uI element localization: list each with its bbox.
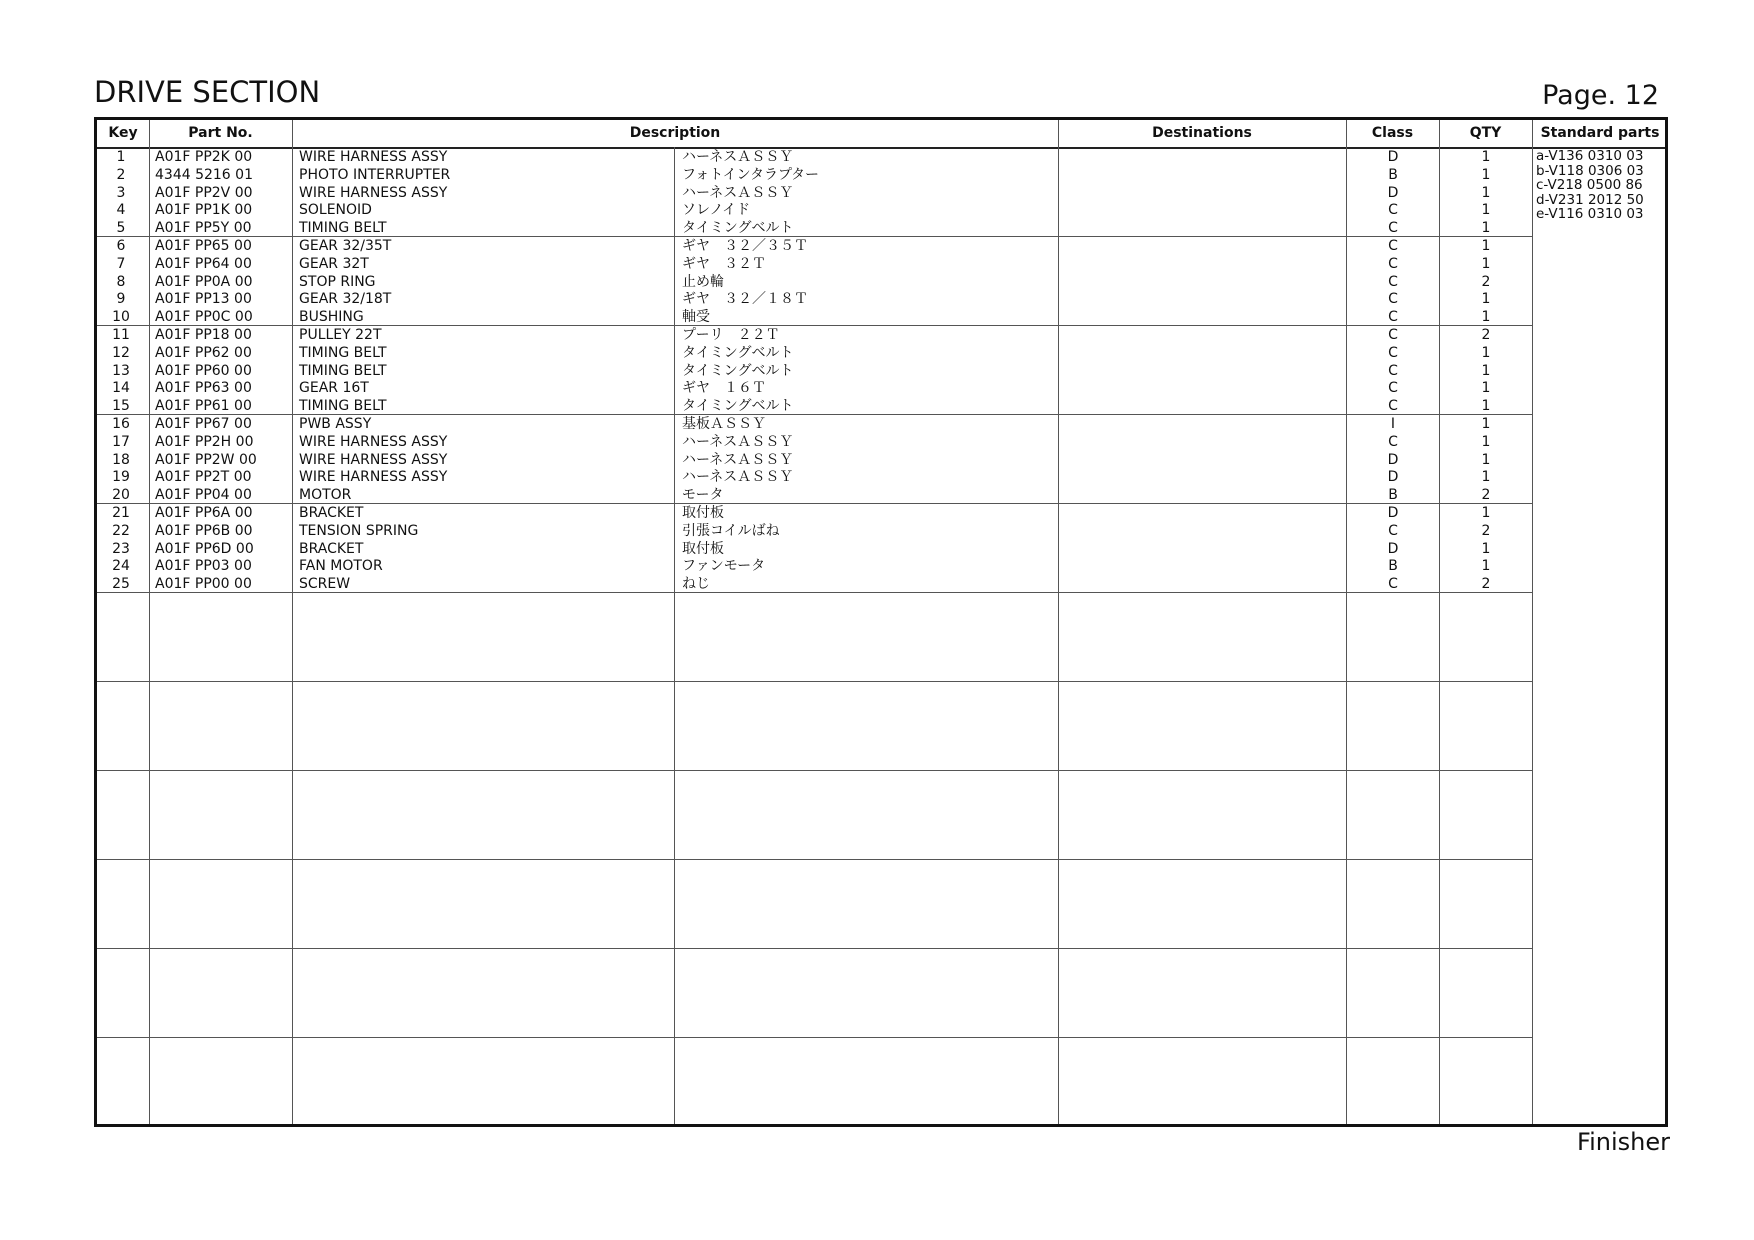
part-no-cell: A01F PP04 00 — [155, 487, 252, 504]
description-cell: WIRE HARNESS ASSY — [299, 433, 448, 450]
part-no-cell: A01F PP2T 00 — [155, 469, 252, 486]
qty-cell: 1 — [1481, 540, 1491, 557]
table-row — [97, 220, 1532, 238]
description-jp-cell: ソレノイド — [682, 202, 751, 219]
description-cell: PWB ASSY — [299, 416, 372, 432]
description-jp-cell: タイミングベルト — [682, 344, 794, 361]
part-no-cell: A01F PP61 00 — [155, 398, 252, 415]
table-row — [97, 274, 1532, 292]
table-row — [97, 291, 1532, 309]
part-no-cell: A01F PP5Y 00 — [155, 220, 252, 237]
class-cell: D — [1387, 184, 1399, 201]
row-group-divider — [97, 1037, 1532, 1038]
key-cell: 18 — [112, 451, 130, 468]
table-row — [97, 452, 1532, 470]
table-row — [97, 398, 1532, 416]
key-cell: 21 — [112, 505, 130, 521]
qty-cell: 2 — [1481, 327, 1491, 343]
part-no-cell: A01F PP6A 00 — [155, 505, 253, 521]
table-row — [97, 202, 1532, 220]
standard-parts-list — [1536, 149, 1644, 222]
class-cell: C — [1388, 398, 1398, 415]
description-cell: GEAR 32T — [299, 255, 369, 272]
class-cell: C — [1388, 291, 1398, 308]
class-cell: D — [1387, 149, 1399, 165]
qty-cell: 1 — [1481, 433, 1491, 450]
qty-cell: 2 — [1481, 487, 1491, 504]
description-jp-cell: 軸受 — [682, 309, 710, 326]
description-jp-cell: プーリ ２２Ｔ — [682, 327, 780, 343]
qty-cell: 1 — [1481, 184, 1491, 201]
part-no-cell: A01F PP6B 00 — [155, 522, 253, 539]
table-row — [97, 576, 1532, 594]
part-no-cell: A01F PP0A 00 — [155, 273, 253, 290]
qty-cell: 1 — [1481, 505, 1491, 521]
row-group-divider — [97, 770, 1532, 771]
table-row — [97, 309, 1532, 327]
column-header-destinations: Destinations — [1152, 125, 1252, 141]
key-cell: 1 — [116, 149, 126, 165]
part-no-cell: 4344 5216 01 — [155, 166, 253, 183]
column-header-part-no: Part No. — [188, 125, 253, 141]
column-header-description: Description — [629, 125, 721, 141]
class-cell: B — [1388, 487, 1398, 504]
description-cell: TIMING BELT — [299, 344, 387, 361]
description-jp-cell: ギヤ ３２／３５Ｔ — [682, 238, 808, 254]
key-cell: 13 — [112, 362, 130, 379]
class-cell: D — [1387, 540, 1399, 557]
key-cell: 16 — [112, 416, 130, 432]
description-cell: BRACKET — [299, 505, 364, 521]
key-cell: 3 — [116, 184, 126, 201]
description-jp-cell: 取付板 — [682, 540, 724, 557]
description-jp-cell: 止め輪 — [682, 273, 724, 290]
description-jp-cell: 基板ＡＳＳＹ — [682, 416, 766, 432]
qty-cell: 1 — [1481, 238, 1491, 254]
part-no-cell: A01F PP64 00 — [155, 255, 252, 272]
class-cell: B — [1388, 558, 1398, 575]
key-cell: 22 — [112, 522, 130, 539]
class-cell: C — [1388, 433, 1398, 450]
column-header-key: Key — [108, 125, 138, 141]
class-cell: C — [1388, 344, 1398, 361]
table-row — [97, 345, 1532, 363]
description-cell: TIMING BELT — [299, 362, 387, 379]
table-row — [97, 487, 1532, 505]
table-row — [97, 541, 1532, 559]
description-cell: STOP RING — [299, 273, 376, 290]
description-cell: WIRE HARNESS ASSY — [299, 184, 448, 201]
table-row — [97, 469, 1532, 487]
row-group-divider — [97, 859, 1532, 860]
description-cell: SCREW — [299, 576, 351, 593]
description-cell: SOLENOID — [299, 202, 372, 219]
key-cell: 10 — [112, 309, 130, 326]
description-jp-cell: ハーネスＡＳＳＹ — [682, 149, 794, 165]
description-cell: GEAR 32/18T — [299, 291, 392, 308]
key-cell: 20 — [112, 487, 130, 504]
description-cell: GEAR 16T — [299, 380, 369, 397]
key-cell: 14 — [112, 380, 130, 397]
class-cell: C — [1388, 309, 1398, 326]
qty-cell: 1 — [1481, 149, 1491, 165]
description-jp-cell: ハーネスＡＳＳＹ — [682, 451, 794, 468]
description-cell: PHOTO INTERRUPTER — [299, 166, 451, 183]
description-jp-cell: ねじ — [682, 576, 710, 593]
table-header — [97, 120, 1665, 149]
description-jp-cell: ハーネスＡＳＳＹ — [682, 184, 794, 201]
class-cell: B — [1388, 166, 1398, 183]
description-jp-cell: ファンモータ — [682, 558, 766, 575]
description-jp-cell: 取付板 — [682, 505, 724, 521]
qty-cell: 1 — [1481, 362, 1491, 379]
table-row — [97, 523, 1532, 541]
description-cell: BUSHING — [299, 309, 364, 326]
description-jp-cell: フォトインタラプター — [682, 166, 820, 183]
key-cell: 7 — [116, 255, 126, 272]
table-row — [97, 505, 1532, 523]
table-row — [97, 327, 1532, 345]
qty-cell: 1 — [1481, 166, 1491, 183]
qty-cell: 1 — [1481, 291, 1491, 308]
key-cell: 8 — [116, 273, 126, 290]
section-title: DRIVE SECTION — [94, 75, 321, 109]
class-cell: D — [1387, 451, 1399, 468]
description-cell: TIMING BELT — [299, 220, 387, 237]
class-cell: D — [1387, 469, 1399, 486]
table-row — [97, 167, 1532, 185]
part-no-cell: A01F PP60 00 — [155, 362, 252, 379]
description-cell: FAN MOTOR — [299, 558, 383, 575]
standard-part-item: e-V116 0310 03 — [1536, 206, 1644, 222]
table-row — [97, 149, 1532, 167]
description-cell: WIRE HARNESS ASSY — [299, 451, 448, 468]
part-no-cell: A01F PP2V 00 — [155, 184, 253, 201]
part-no-cell: A01F PP2W 00 — [155, 451, 257, 468]
row-group-divider — [97, 681, 1532, 682]
part-no-cell: A01F PP2H 00 — [155, 433, 254, 450]
class-cell: C — [1388, 238, 1398, 254]
column-header-qty: QTY — [1469, 125, 1502, 141]
description-jp-cell: ハーネスＡＳＳＹ — [682, 433, 794, 450]
key-cell: 17 — [112, 433, 130, 450]
table-row — [97, 363, 1532, 381]
standard-part-item: a-V136 0310 03 — [1536, 148, 1644, 164]
part-no-cell: A01F PP65 00 — [155, 238, 252, 254]
qty-cell: 2 — [1481, 273, 1491, 290]
class-cell: C — [1388, 273, 1398, 290]
class-cell: C — [1388, 202, 1398, 219]
description-jp-cell: ギヤ ３２／１８Ｔ — [682, 291, 808, 308]
key-cell: 15 — [112, 398, 130, 415]
table-row — [97, 238, 1532, 256]
qty-cell: 1 — [1481, 309, 1491, 326]
key-cell: 25 — [112, 576, 130, 593]
qty-cell: 2 — [1481, 522, 1491, 539]
description-jp-cell: タイミングベルト — [682, 398, 794, 415]
class-cell: C — [1388, 380, 1398, 397]
qty-cell: 1 — [1481, 202, 1491, 219]
class-cell: C — [1388, 220, 1398, 237]
column-divider — [1532, 120, 1533, 1124]
class-cell: C — [1388, 362, 1398, 379]
key-cell: 9 — [116, 291, 126, 308]
qty-cell: 1 — [1481, 220, 1491, 237]
description-cell: PULLEY 22T — [299, 327, 382, 343]
class-cell: C — [1388, 522, 1398, 539]
standard-part-item: b-V118 0306 03 — [1536, 162, 1644, 179]
row-group-divider — [97, 948, 1532, 949]
footer-label: Finisher — [1577, 1128, 1670, 1156]
description-cell: WIRE HARNESS ASSY — [299, 469, 448, 486]
table-row — [97, 416, 1532, 434]
page-number: Page. 12 — [1542, 80, 1659, 111]
part-no-cell: A01F PP2K 00 — [155, 149, 253, 165]
standard-part-item: c-V218 0500 86 — [1536, 177, 1643, 193]
standard-part-item: d-V231 2012 50 — [1536, 191, 1644, 208]
part-no-cell: A01F PP62 00 — [155, 344, 252, 361]
description-jp-cell: ギヤ ３２Ｔ — [682, 255, 766, 272]
part-no-cell: A01F PP1K 00 — [155, 202, 253, 219]
qty-cell: 1 — [1481, 558, 1491, 575]
class-cell: I — [1390, 416, 1396, 432]
key-cell: 5 — [116, 220, 126, 237]
parts-table — [94, 117, 1668, 1127]
part-no-cell: A01F PP03 00 — [155, 558, 252, 575]
key-cell: 11 — [112, 327, 130, 343]
key-cell: 23 — [112, 540, 130, 557]
column-header-class: Class — [1371, 125, 1414, 141]
part-no-cell: A01F PP6D 00 — [155, 540, 254, 557]
key-cell: 24 — [112, 558, 130, 575]
description-jp-cell: ハーネスＡＳＳＹ — [682, 469, 794, 486]
qty-cell: 1 — [1481, 451, 1491, 468]
key-cell: 19 — [112, 469, 130, 486]
key-cell: 2 — [116, 166, 126, 183]
part-no-cell: A01F PP67 00 — [155, 416, 252, 432]
qty-cell: 1 — [1481, 255, 1491, 272]
qty-cell: 1 — [1481, 398, 1491, 415]
table-row — [97, 380, 1532, 398]
qty-cell: 1 — [1481, 344, 1491, 361]
table-row — [97, 558, 1532, 576]
table-row — [97, 185, 1532, 203]
class-cell: C — [1388, 327, 1398, 343]
description-jp-cell: モータ — [682, 487, 724, 504]
column-header-standard-parts: Standard parts — [1540, 125, 1660, 141]
part-no-cell: A01F PP0C 00 — [155, 309, 253, 326]
qty-cell: 1 — [1481, 416, 1491, 432]
class-cell: C — [1388, 255, 1398, 272]
key-cell: 6 — [116, 238, 126, 254]
table-row — [97, 256, 1532, 274]
description-jp-cell: ギヤ １６Ｔ — [682, 380, 766, 397]
description-jp-cell: タイミングベルト — [682, 220, 794, 237]
description-jp-cell: 引張コイルばね — [682, 522, 780, 539]
key-cell: 12 — [112, 344, 130, 361]
part-no-cell: A01F PP00 00 — [155, 576, 252, 593]
class-cell: C — [1388, 576, 1398, 593]
class-cell: D — [1387, 505, 1399, 521]
part-no-cell: A01F PP18 00 — [155, 327, 252, 343]
qty-cell: 1 — [1481, 469, 1491, 486]
table-row — [97, 434, 1532, 452]
qty-cell: 1 — [1481, 380, 1491, 397]
description-cell: BRACKET — [299, 540, 364, 557]
description-cell: WIRE HARNESS ASSY — [299, 149, 448, 165]
description-cell: TENSION SPRING — [299, 522, 419, 539]
description-jp-cell: タイミングベルト — [682, 362, 794, 379]
description-cell: TIMING BELT — [299, 398, 387, 415]
qty-cell: 2 — [1481, 576, 1491, 593]
description-cell: GEAR 32/35T — [299, 238, 392, 254]
part-no-cell: A01F PP63 00 — [155, 380, 252, 397]
key-cell: 4 — [116, 202, 126, 219]
description-cell: MOTOR — [299, 487, 352, 504]
part-no-cell: A01F PP13 00 — [155, 291, 252, 308]
